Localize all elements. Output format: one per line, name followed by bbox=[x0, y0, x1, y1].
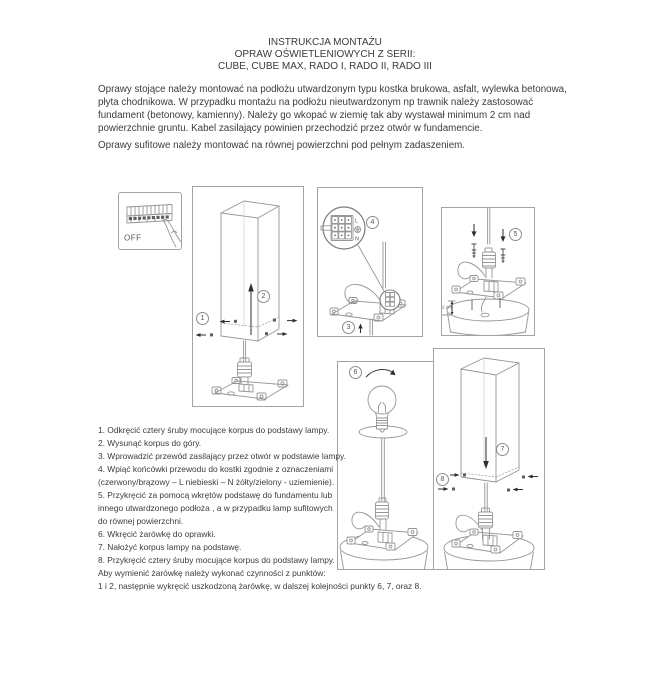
lamp-rod bbox=[485, 483, 487, 511]
attach-body-drawing bbox=[434, 349, 544, 569]
doc-title-line-3: CUBE, CUBE MAX, RADO I, RADO II, RADO III bbox=[218, 61, 432, 73]
power-off-drawing bbox=[119, 193, 181, 249]
figure-power-off bbox=[118, 192, 182, 250]
instruction-line: 7. Nałożyć korpus lampy na podstawę. bbox=[98, 542, 242, 552]
rotate-arrow-icon bbox=[366, 369, 396, 377]
screw-arrows bbox=[196, 319, 298, 337]
cube-lamp-drawing bbox=[193, 187, 303, 406]
terminal-block bbox=[483, 248, 496, 278]
paragraph-line: Oprawy sufitowe należy montować na równej powierzchni pod pełnym zadaszeniem. bbox=[98, 140, 466, 151]
step-marker-5: 5 bbox=[509, 228, 522, 241]
instruction-line: 4. Wpiąć końcówki przewodu do kostki zgodnie z oznaczeniami bbox=[98, 464, 334, 474]
figure-step-unscrew-body bbox=[192, 186, 304, 407]
doc-title bbox=[0, 37, 650, 74]
instruction-line: 5. Przykręcić za pomocą wkrętów podstawę do fundamentu lub bbox=[98, 490, 333, 500]
doc-title-line-1: INSTRUKCJA MONTAŻU bbox=[268, 37, 382, 48]
terminal-detail-circle bbox=[321, 207, 365, 249]
base-plate bbox=[452, 276, 526, 300]
step-marker-7: 7 bbox=[496, 443, 509, 456]
step-marker-2: 2 bbox=[257, 290, 270, 303]
off-label: OFF bbox=[124, 233, 142, 243]
terminal-highlight-circle bbox=[380, 290, 400, 310]
step-marker-4: 4 bbox=[366, 216, 379, 229]
figure-step-wiring bbox=[317, 187, 423, 337]
paragraph-line: powierzchnie gruntu. Kabel zasilający powinien przechodzić przez otwór w fundamencie. bbox=[98, 122, 483, 134]
paragraph-line: Oprawy stojące należy montować na podłożu utwardzonym typu kostka brukowa, asfalt, wylewka betonowa, bbox=[98, 84, 567, 95]
instruction-line: 1. Odkręcić cztery śruby mocujące korpus do podstawy lampy. bbox=[98, 425, 330, 435]
depth-label: 2 cm bbox=[442, 304, 452, 310]
instruction-line: 6. Wkręcić żarówkę do oprawki. bbox=[98, 529, 216, 539]
terminal-strip bbox=[127, 205, 172, 224]
finger-icon bbox=[164, 220, 182, 247]
step-marker-8: 8 bbox=[436, 473, 449, 486]
arrow-up-small-icon bbox=[358, 324, 362, 334]
base-plate bbox=[212, 378, 288, 401]
magnifier-line bbox=[358, 245, 384, 291]
cube-body bbox=[461, 358, 519, 482]
arrow-up-icon bbox=[248, 283, 254, 335]
instruction-line: Aby wymienić żarówkę należy wykonać czynności z punktów: bbox=[98, 568, 326, 578]
instruction-line: innego utwardzonego podłoża , a w przypadku lamp sufitowych bbox=[98, 503, 333, 513]
wiring-drawing bbox=[318, 188, 422, 336]
live-label: L bbox=[355, 218, 359, 225]
cable-loop bbox=[345, 242, 386, 303]
step-marker-1: 1 bbox=[196, 312, 209, 325]
neutral-label: N bbox=[355, 236, 359, 243]
mount-base-drawing bbox=[442, 208, 534, 335]
step-marker-3: 3 bbox=[342, 321, 355, 334]
paragraph-line: płyta chodnikowa. W przypadku montażu na podłożu nieutwardzonym np trawnik należy zastosować bbox=[98, 96, 534, 108]
cube-body bbox=[221, 201, 279, 341]
instruction-line: 3. Wprowadzić przewód zasilający przez otwór w podstawie lampy. bbox=[98, 451, 346, 461]
instruction-line: do równej powierzchni. bbox=[98, 516, 184, 526]
step-marker-6: 6 bbox=[349, 366, 362, 379]
figure-step-attach-body bbox=[433, 348, 545, 570]
doc-title-line-2: OPRAW OŚWIETLENIOWYCH Z SERII: bbox=[234, 49, 416, 61]
instruction-line: 2. Wysunąć korpus do góry. bbox=[98, 438, 202, 448]
instruction-list bbox=[98, 424, 422, 593]
instruction-line: (czerwony/brązowy – L niebieski – N żółty/zielony - uziemienie). bbox=[98, 477, 335, 487]
figure-step-mount-base bbox=[441, 207, 535, 336]
screw-arrows bbox=[438, 473, 538, 491]
paragraph-line: fundament (betonowy, kamienny). Należy go wkopać w ziemię tak aby wystawał minimum 2 cm nad bbox=[98, 109, 531, 121]
arrow-down-icons bbox=[472, 224, 506, 242]
intro-paragraph-standing bbox=[98, 84, 567, 136]
instruction-line: 8. Przykręcić cztery śruby mocujące korpus do podstawy lampy. bbox=[98, 555, 335, 565]
cable-through-hole bbox=[481, 297, 489, 317]
instruction-line: 1 i 2, następnie wykręcić uszkodzoną żarówkę, w dalszej kolejności punkty 6, 7, oraz 8. bbox=[98, 581, 422, 591]
intro-paragraph-ceiling bbox=[98, 140, 465, 153]
